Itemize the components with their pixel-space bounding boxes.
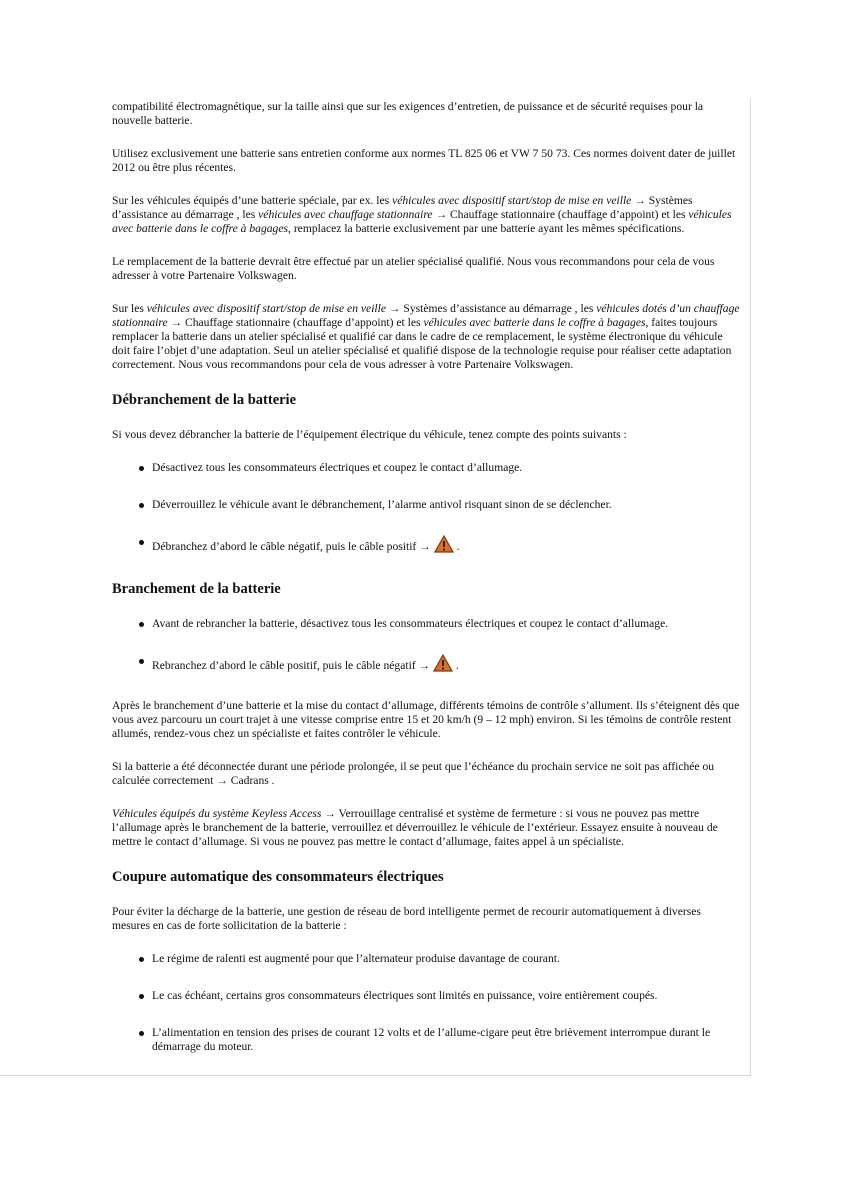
paragraph-special-battery: Sur les véhicules équipés d’une batterie spéciale, par ex. les véhicules avec dispositif start/stop de mise en veille → Systèmes d’assistance au démarrage , les véhicules avec chauffage stationnaire → Chauffage stationnaire (chauffage d’appoint) et les véhicules avec batterie dans le coffre à bagages, remplacez la batterie exclusivement par une batterie ayant les mêmes spécifications. bbox=[112, 194, 732, 235]
list-item: L’alimentation en tension des prises de courant 12 volts et de l’allume-cigare peut être brièvement interrompue durant le démarrage du moteur. bbox=[112, 1026, 740, 1054]
warning-triangle-icon[interactable] bbox=[433, 654, 453, 676]
paragraph-warning-lights: Après le branchement d’une batterie et la mise du contact d’allumage, différents témoins de contrôle s’allument. Ils s’éteignent dès que vous avez parcouru un court trajet à une vitesse comprise entre 15 et 20 km/h (9 – 12 mph) environ. Si les témoins de contrôle restent allumés, rendez-vous chez un spécialiste et faites contrôler le véhicule. bbox=[112, 699, 740, 740]
heading-disconnect: Débranchement de la batterie bbox=[112, 392, 297, 408]
list-item: Rebranchez d’abord le câble positif, puis le câble négatif → . bbox=[112, 654, 740, 676]
list-connect bbox=[112, 617, 740, 676]
page-frame-right bbox=[750, 98, 751, 1076]
paragraph-auto-shutoff-intro: Pour éviter la décharge de la batterie, une gestion de réseau de bord intelligente permet de recourir automatiquement à diverses mesures en cas de forte sollicitation de la batterie : bbox=[112, 905, 701, 932]
paragraph-keyless: Véhicules équipés du système Keyless Access → Verrouillage centralisé et système de fermeture : si vous ne pouvez pas mettre l’allumage après le branchement de la batterie, verrouillez et déverrouillez le véhicule de l’extérieur. Essayez ensuite à nouveau de mettre le contact d’allumage. Si vous ne pouvez pas mettre le contact d’allumage, faites appel à un spécialiste. bbox=[112, 807, 718, 848]
list-item: Le régime de ralenti est augmenté pour que l’alternateur produise davantage de courant. bbox=[112, 952, 740, 966]
document-body bbox=[112, 100, 740, 1077]
paragraph-disconnect-intro: Si vous devez débrancher la batterie de l’équipement électrique du véhicule, tenez compte des points suivants : bbox=[112, 428, 627, 441]
paragraph-adaptation: Sur les véhicules avec dispositif start/stop de mise en veille → Systèmes d’assistance au démarrage , les véhicules dotés d’un chauffage stationnaire → Chauffage stationnaire (chauffage d’appoint) et les véhicules avec batterie dans le coffre à bagages, faites toujours remplacer la batterie dans un atelier spécialisé et qualifié car dans le cadre de ce remplacement, le système électronique du véhicule doit faire l’objet d’une adaptation. Seul un atelier spécialisé et qualifié dispose de la technologie requise pour réaliser cette adaptation correctement. Nous vous recommandons pour cela de vous adresser à votre Partenaire Volkswagen. bbox=[112, 302, 740, 371]
paragraph-compatibility: compatibilité électromagnétique, sur la taille ainsi que sur les exigences d’entretien, de puissance et de sécurité requises pour la nouvelle batterie. bbox=[112, 100, 704, 127]
list-item: Débranchez d’abord le câble négatif, puis le câble positif → . bbox=[112, 535, 740, 557]
list-item: Déverrouillez le véhicule avant le débranchement, l’alarme antivol risquant sinon de se déclencher. bbox=[112, 498, 740, 512]
list-disconnect bbox=[112, 461, 740, 557]
warning-triangle-icon[interactable] bbox=[434, 535, 454, 557]
list-item: Désactivez tous les consommateurs électriques et coupez le contact d’allumage. bbox=[112, 461, 740, 475]
paragraph-standards: Utilisez exclusivement une batterie sans entretien conforme aux normes TL 825 06 et VW 7 50 73. Ces normes doivent dater de juillet 2012 ou être plus récentes. bbox=[112, 147, 736, 174]
heading-connect: Branchement de la batterie bbox=[112, 581, 281, 597]
list-auto-shutoff bbox=[112, 952, 740, 1054]
paragraph-service-interval: Si la batterie a été déconnectée durant une période prolongée, il se peut que l’échéance du prochain service ne soit pas affichée ou calculée correctement → Cadrans . bbox=[112, 760, 715, 787]
paragraph-workshop: Le remplacement de la batterie devrait être effectué par un atelier spécialisé qualifié. Nous vous recommandons pour cela de vous adresser à votre Partenaire Volkswagen. bbox=[112, 255, 715, 282]
list-item: Le cas échéant, certains gros consommateurs électriques sont limités en puissance, voire entièrement coupés. bbox=[112, 989, 740, 1003]
list-item: Avant de rebrancher la batterie, désactivez tous les consommateurs électriques et coupez le contact d’allumage. bbox=[112, 617, 740, 631]
heading-auto-shutoff: Coupure automatique des consommateurs électriques bbox=[112, 869, 444, 885]
